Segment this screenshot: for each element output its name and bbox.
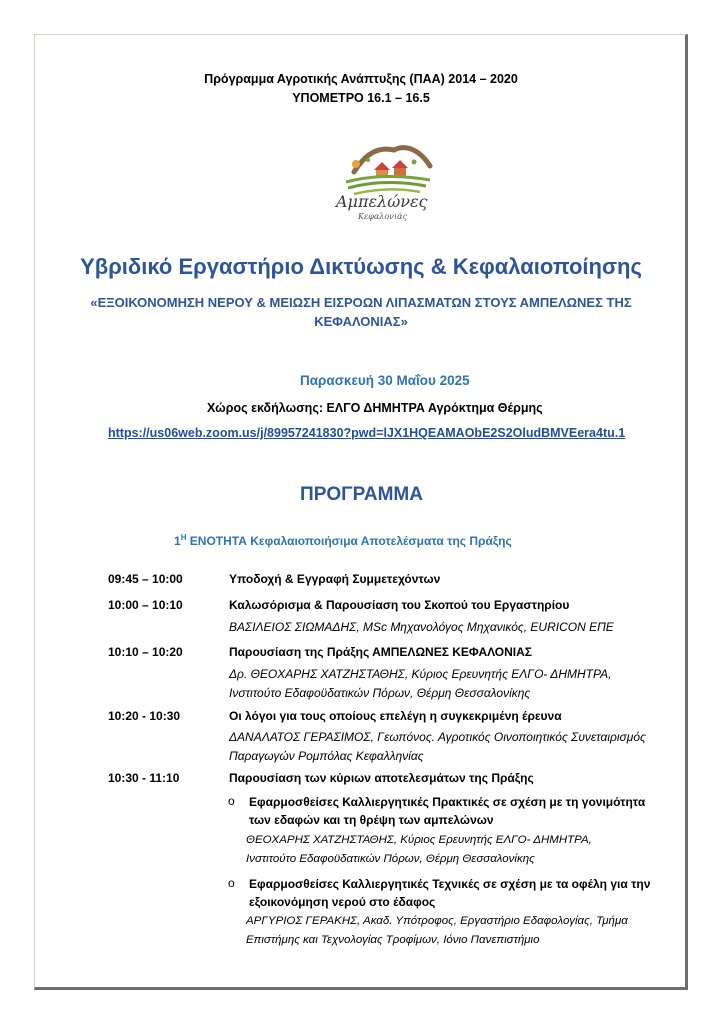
bullet-circle-icon: o [228, 794, 235, 808]
bullet-speaker-line1: ΘΕΟΧΑΡΗΣ ΧΑΤΖΗΣΤΑΘΗΣ, Κύριος Ερευνητής ΕΛΓΟ- ΔΗΜΗΤΡΑ, [246, 834, 592, 846]
session-title: Οι λόγοι για τους οποίους επελέγη η συγκεκριμένη έρευνα [229, 709, 562, 723]
event-subtitle-line1: «ΕΞΟΙΚΟΝΟΜΗΣΗ ΝΕΡΟΥ & ΜΕΙΩΣΗ ΕΙΣΡΟΩΝ ΛΙΠΑΣΜΑΤΩΝ ΣΤΟΥΣ ΑΜΠΕΛΩΝΕΣ ΤΗΣ [90, 295, 632, 310]
session-speaker: ΒΑΣΙΛΕΙΟΣ ΣΙΩΜΑΔΗΣ, MSc Μηχανολόγος Μηχανικός, EURICON ΕΠΕ [229, 620, 614, 634]
logo-illustration-icon [334, 140, 464, 200]
session-title: Παρουσίαση των κύριων αποτελεσμάτων της Πράξης [229, 771, 534, 785]
event-subtitle-line2: ΚΕΦΑΛΟΝΙΑΣ» [314, 314, 408, 329]
session-time: 09:45 – 10:00 [108, 572, 183, 586]
bullet-circle-icon: o [228, 876, 235, 890]
unit-number: 1 [174, 534, 181, 548]
zoom-link[interactable]: https://us06web.zoom.us/j/89957241830?pwd=lJX1HQEAMAObE2S2OludBMVEera4tu.1 [108, 426, 626, 440]
session-time: 10:20 - 10:30 [108, 709, 181, 723]
session-time: 10:30 - 11:10 [108, 771, 180, 785]
session-time: 10:10 – 10:20 [108, 645, 183, 659]
session-title: Υποδοχή & Εγγραφή Συμμετεχόντων [229, 572, 441, 586]
programme-header-line2: ΥΠΟΜΕΤΡΟ 16.1 – 16.5 [292, 91, 430, 105]
bullet-speaker-line2: Επιστήμης και Τεχνολογίας Τροφίμων, Ιόνιο Πανεπιστήμιο [246, 934, 540, 946]
bullet-title-line1: Εφαρμοσθείσες Καλλιεργητικές Πρακτικές σε σχέση με τη γονιμότητα [249, 795, 646, 809]
session-speaker-line2: Ινστιτούτο Εδαφοϋδατικών Πόρων, Θέρμη Θεσσαλονίκης [229, 686, 531, 700]
unit-superscript: Η [180, 533, 187, 542]
programme-heading: ΠΡΟΓΡΑΜΜΑ [300, 484, 423, 505]
bullet-speaker-line1: ΑΡΓΥΡΙΟΣ ΓΕΡΑΚΗΣ, Ακαδ. Υπότροφος, Εργαστήριο Εδαφολογίας, Τμήμα [246, 915, 628, 927]
session-speaker-line1: Δρ. ΘΕΟΧΑΡΗΣ ΧΑΤΖΗΣΤΑΘΗΣ, Κύριος Ερευνητής ΕΛΓΟ- ΔΗΜΗΤΡΑ, [229, 667, 612, 681]
bullet-title-line2: εξοικονόμηση νερού στο έδαφος [249, 895, 436, 909]
event-subtitle [34, 293, 688, 331]
logo-subtitle: Κεφαλονιάς [358, 212, 408, 221]
logo [334, 140, 464, 230]
unit-title: ΕΝΟΤΗΤΑ Κεφαλαιοποιήσιμα Αποτελέσματα της Πράξης [186, 534, 512, 548]
event-venue: Χώρος εκδήλωσης: ΕΛΓΟ ΔΗΜΗΤΡΑ Αγρόκτημα Θέρμης [207, 401, 543, 415]
bullet-title-line1: Εφαρμοσθείσες Καλλιεργητικές Τεχνικές σε σχέση με τα οφέλη για την [249, 877, 651, 891]
session-title: Παρουσίαση της Πράξης ΑΜΠΕΛΩΝΕΣ ΚΕΦΑΛΟΝΙΑΣ [229, 645, 533, 659]
session-speaker-line2: Παραγωγών Ρομπόλας Κεφαλληνίας [229, 749, 424, 763]
session-speaker-line1: ΔΑΝΑΛΑΤΟΣ ΓΕΡΑΣΙΜΟΣ, Γεωπόνος. Αγροτικός Οινοποιητικός Συνεταιρισμός [229, 730, 646, 744]
event-title: Υβριδικό Εργαστήριο Δικτύωσης & Κεφαλαιοποίησης [80, 254, 642, 279]
programme-header-line1: Πρόγραμμα Αγροτικής Ανάπτυξης (ΠΑΑ) 2014 – 2020 [204, 72, 518, 86]
unit-heading [174, 533, 512, 548]
session-title: Καλωσόρισμα & Παρουσίαση του Σκοπού του Εργαστηρίου [229, 598, 570, 612]
logo-name: Αμπελώνες [336, 192, 428, 211]
bullet-title-line2: των εδαφών και τη θρέψη των αμπελώνων [249, 813, 494, 827]
event-date: Παρασκευή 30 Μαΐου 2025 [300, 373, 470, 388]
bullet-speaker-line2: Ινστιτούτο Εδαφοϋδατικών Πόρων, Θέρμη Θεσσαλονίκης [246, 853, 535, 865]
session-time: 10:00 – 10:10 [108, 598, 183, 612]
